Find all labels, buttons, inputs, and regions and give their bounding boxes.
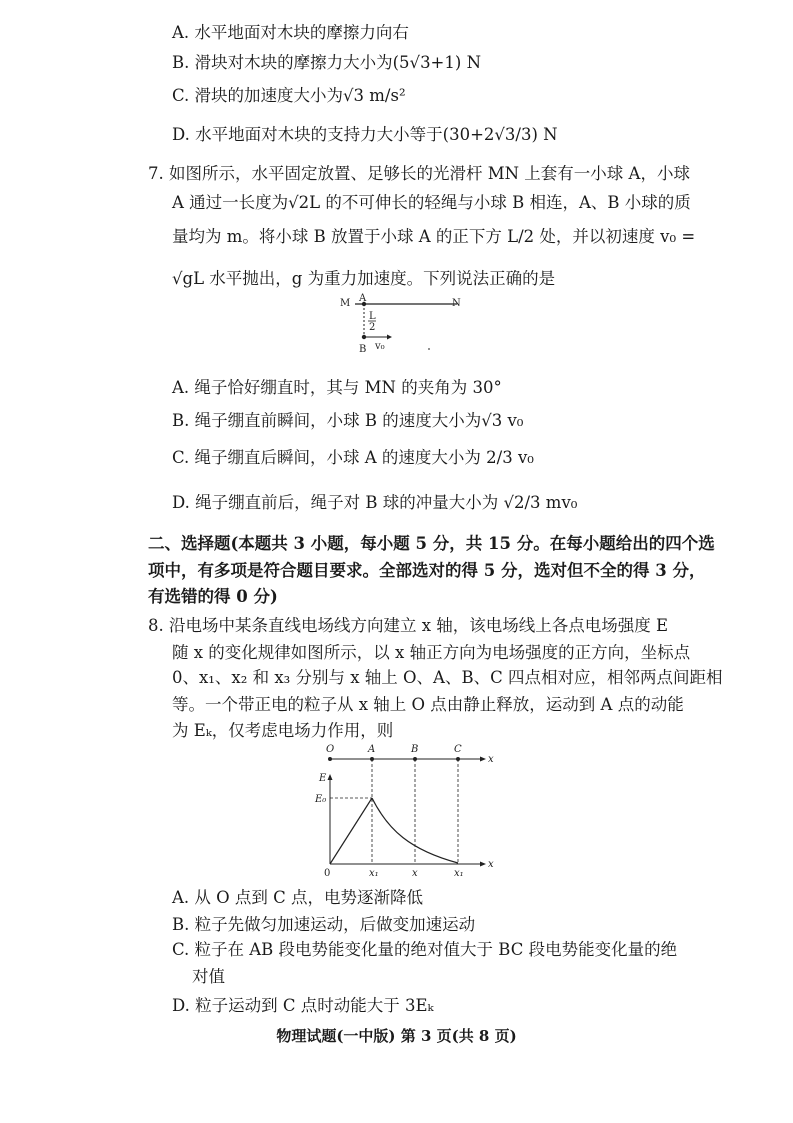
velocity-arrowhead — [387, 335, 392, 340]
q8-stem-line5: 为 Eₖ，仅考虑电场力作用，则 — [172, 721, 394, 740]
q8-option-a: A. 从 O 点到 C 点，电势逐渐降低 — [172, 888, 424, 907]
bottom-axis-arrow — [480, 862, 486, 867]
label-l: L — [369, 311, 376, 322]
q8-stem-line2: 随 x 的变化规律如图所示，以 x 轴正方向为电场强度的正方向，坐标点 — [172, 643, 691, 662]
label-a-top: A — [368, 744, 376, 755]
label-x-top: x — [488, 754, 494, 765]
q7-stem-line1: 7. 如图所示，水平固定放置、足够长的光滑杆 MN 上套有一小球 A，小球 — [148, 164, 690, 183]
q8-option-d: D. 粒子运动到 C 点时动能大于 3Eₖ — [172, 996, 434, 1015]
q6-option-a: A. 水平地面对木块的摩擦力向右 — [172, 23, 409, 42]
q8-stem-line4: 等。一个带正电的粒子从 x 轴上 O 点由静止释放，运动到 A 点的动能 — [172, 695, 684, 714]
label-x2: x — [412, 868, 418, 879]
label-b-top: B — [411, 744, 419, 755]
page-footer: 物理试题(一中版) 第 3 页(共 8 页) — [276, 1027, 517, 1045]
label-x3: x₁ — [454, 868, 464, 879]
label-a: A — [359, 293, 367, 304]
q7-stem-line3: 量均为 m。将小球 B 放置于小球 A 的正下方 L/2 处，并以初速度 v₀ = — [172, 227, 696, 246]
q6-option-d: D. 水平地面对木块的支持力大小等于(30+2√3/3) N — [172, 125, 558, 144]
section2-line3: 有选错的得 0 分) — [148, 587, 278, 606]
q7-stem-line2: A 通过一长度为√2L 的不可伸长的轻绳与小球 B 相连，A、B 小球的质 — [172, 193, 691, 212]
q7-option-c: C. 绳子绷直后瞬间，小球 A 的速度大小为 2/3 v₀ — [172, 448, 534, 467]
q8-option-c-line1: C. 粒子在 AB 段电势能变化量的绝对值大于 BC 段电势能变化量的绝 — [172, 940, 678, 959]
q6-option-c: C. 滑块的加速度大小为√3 m/s² — [172, 86, 406, 105]
top-axis-arrow — [480, 757, 486, 762]
label-c-top: C — [454, 744, 462, 755]
label-b: B — [359, 344, 367, 355]
e-axis-arrow — [328, 774, 333, 780]
q8-stem-line1: 8. 沿电场中某条直线电场线方向建立 x 轴，该电场线上各点电场强度 E — [148, 616, 669, 635]
label-v0: v₀ — [375, 341, 385, 352]
q7-option-b: B. 绳子绷直前瞬间，小球 B 的速度大小为√3 v₀ — [172, 411, 524, 430]
label-n: N — [452, 298, 461, 309]
section2-line2: 项中，有多项是符合题目要求。全部选对的得 5 分，选对但不全的得 3 分， — [148, 561, 706, 580]
label-o-top: O — [326, 744, 335, 755]
label-x-bottom: x — [488, 859, 494, 870]
q7-stem-line4: √gL 水平抛出，g 为重力加速度。下列说法正确的是 — [172, 269, 556, 288]
label-e: E — [319, 773, 327, 784]
speck — [428, 348, 430, 350]
q8-figure — [310, 742, 510, 882]
q7-option-d: D. 绳子绷直前后，绳子对 B 球的冲量大小为 √2/3 mv₀ — [172, 493, 578, 512]
q8-option-c-line2: 对值 — [192, 967, 225, 986]
q7-figure — [335, 292, 475, 362]
label-x1: x₁ — [369, 868, 379, 879]
q8-option-b: B. 粒子先做匀加速运动，后做变加速运动 — [172, 915, 476, 934]
point-o — [328, 757, 332, 761]
label-two: 2 — [369, 322, 376, 333]
q8-stem-line3: 0、x₁、x₂ 和 x₃ 分别与 x 轴上 O、A、B、C 四点相对应，相邻两点间距相 — [172, 668, 723, 687]
linear-rise — [330, 798, 372, 864]
section2-line1: 二、选择题(本题共 3 小题，每小题 5 分，共 15 分。在每小题给出的四个选 — [148, 534, 715, 553]
label-m: M — [340, 298, 351, 309]
label-origin: 0 — [324, 868, 331, 879]
q6-option-b: B. 滑块对木块的摩擦力大小为(5√3+1) N — [172, 53, 482, 72]
label-e0: E₀ — [315, 794, 327, 805]
q7-option-a: A. 绳子恰好绷直时，其与 MN 的夹角为 30° — [172, 378, 502, 397]
